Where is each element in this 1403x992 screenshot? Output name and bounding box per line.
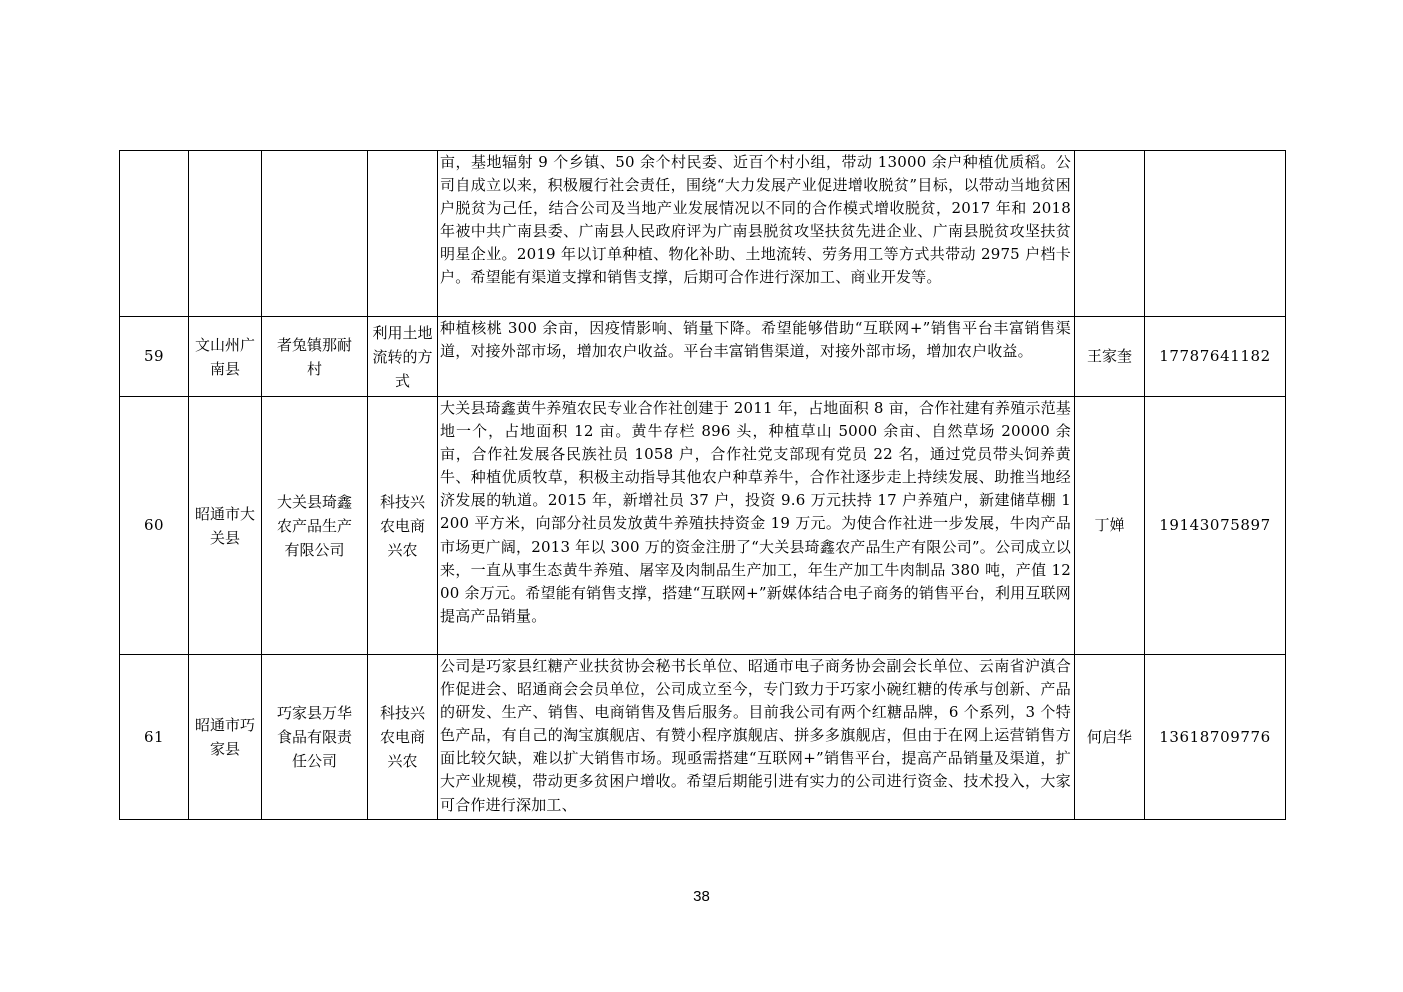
row-method: 科技兴农电商兴农 [368, 655, 438, 820]
row-village: 大关县琦鑫农产品生产有限公司 [262, 397, 368, 655]
row-description: 亩，基地辐射 9 个乡镇、50 余个村民委、近百个村小组，带动 13000 余户种植优质稻。公司自成立以来，积极履行社会责任，围绕“大力发展产业促进增收脱贫”目标，以带动当地贫困户脱贫为己任，结合公司及当地产业发展情况以不同的合作模式增收脱贫，2017 年和 2018 年被中共广南县委、广南县人民政府评为广南县脱贫攻坚扶贫先进企业、广南县脱贫攻坚扶贫明星企业。2019 年以订单种植、物化补助、土地流转、劳务用工等方式共带动 2975 户档卡户。希望能有渠道支撑和销售支撑，后期可合作进行深加工、商业开发等。 [438, 151, 1075, 317]
row-village: 者兔镇那耐村 [262, 317, 368, 397]
row-region: 昭通市巧家县 [189, 655, 262, 820]
table-row [120, 397, 1286, 655]
row-method [368, 151, 438, 317]
table-row [120, 317, 1286, 397]
row-index: 61 [120, 655, 189, 820]
row-description: 大关县琦鑫黄牛养殖农民专业合作社创建于 2011 年，占地面积 8 亩，合作社建有养殖示范基地一个，占地面积 12 亩。黄牛存栏 896 头，种植草山 5000 余亩、自然草场 20000 余亩，合作社发展各民族社员 1058 户，合作社党支部现有党员 22 名，通过党员带头饲养黄牛、种植优质牧草，积极主动指导其他农户种草养牛，合作社逐步走上持续发展、助推当地经济发展的轨道。2015 年，新增社员 37 户，投资 9.6 万元扶持 17 户养殖户，新建储草棚 1200 平方米，向部分社员发放黄牛养殖扶持资金 19 万元。为使合作社进一步发展，牛肉产品市场更广阔，2013 年以 300 万的资金注册了“大关县琦鑫农产品生产有限公司”。公司成立以来，一直从事生态黄牛养殖、屠宰及肉制品生产加工，年生产加工牛肉制品 380 吨，产值 1200 余万元。希望能有销售支撑，搭建“互联网+”新媒体结合电子商务的销售平台，利用互联网提高产品销量。 [438, 397, 1075, 655]
row-method: 利用土地流转的方式 [368, 317, 438, 397]
row-region: 文山州广南县 [189, 317, 262, 397]
row-village: 巧家县万华食品有限责任公司 [262, 655, 368, 820]
row-index: 59 [120, 317, 189, 397]
row-description: 种植核桃 300 余亩，因疫情影响、销量下降。希望能够借助“互联网+”销售平台丰富销售渠道，对接外部市场，增加农户收益。平台丰富销售渠道，对接外部市场，增加农户收益。 [438, 317, 1075, 397]
row-index [120, 151, 189, 317]
row-description: 公司是巧家县红糖产业扶贫协会秘书长单位、昭通市电子商务协会副会长单位、云南省沪滇合作促进会、昭通商会会员单位，公司成立至今，专门致力于巧家小碗红糖的传承与创新、产品的研发、生产、销售、电商销售及售后服务。目前我公司有两个红糖品牌，6 个系列，3 个特色产品，有自己的淘宝旗舰店、有赞小程序旗舰店、拼多多旗舰店，但由于在网上运营销售方面比较欠缺，难以扩大销售市场。现亟需搭建“互联网+”销售平台，提高产品销量及渠道，扩大产业规模，带动更多贫困户增收。希望后期能引进有实力的公司进行资金、技术投入，大家可合作进行深加工、 [438, 655, 1075, 820]
row-contact [1075, 151, 1145, 317]
row-phone [1145, 151, 1286, 317]
row-phone: 19143075897 [1145, 397, 1286, 655]
page-number: 38 [693, 888, 710, 905]
row-index: 60 [120, 397, 189, 655]
table-row [120, 151, 1286, 317]
row-phone: 17787641182 [1145, 317, 1286, 397]
row-contact: 丁婵 [1075, 397, 1145, 655]
row-phone: 13618709776 [1145, 655, 1286, 820]
poverty-alleviation-table [119, 150, 1286, 820]
table-row [120, 655, 1286, 820]
row-region: 昭通市大关县 [189, 397, 262, 655]
row-village [262, 151, 368, 317]
row-contact: 何启华 [1075, 655, 1145, 820]
row-contact: 王家奎 [1075, 317, 1145, 397]
row-method: 科技兴农电商兴农 [368, 397, 438, 655]
row-region [189, 151, 262, 317]
